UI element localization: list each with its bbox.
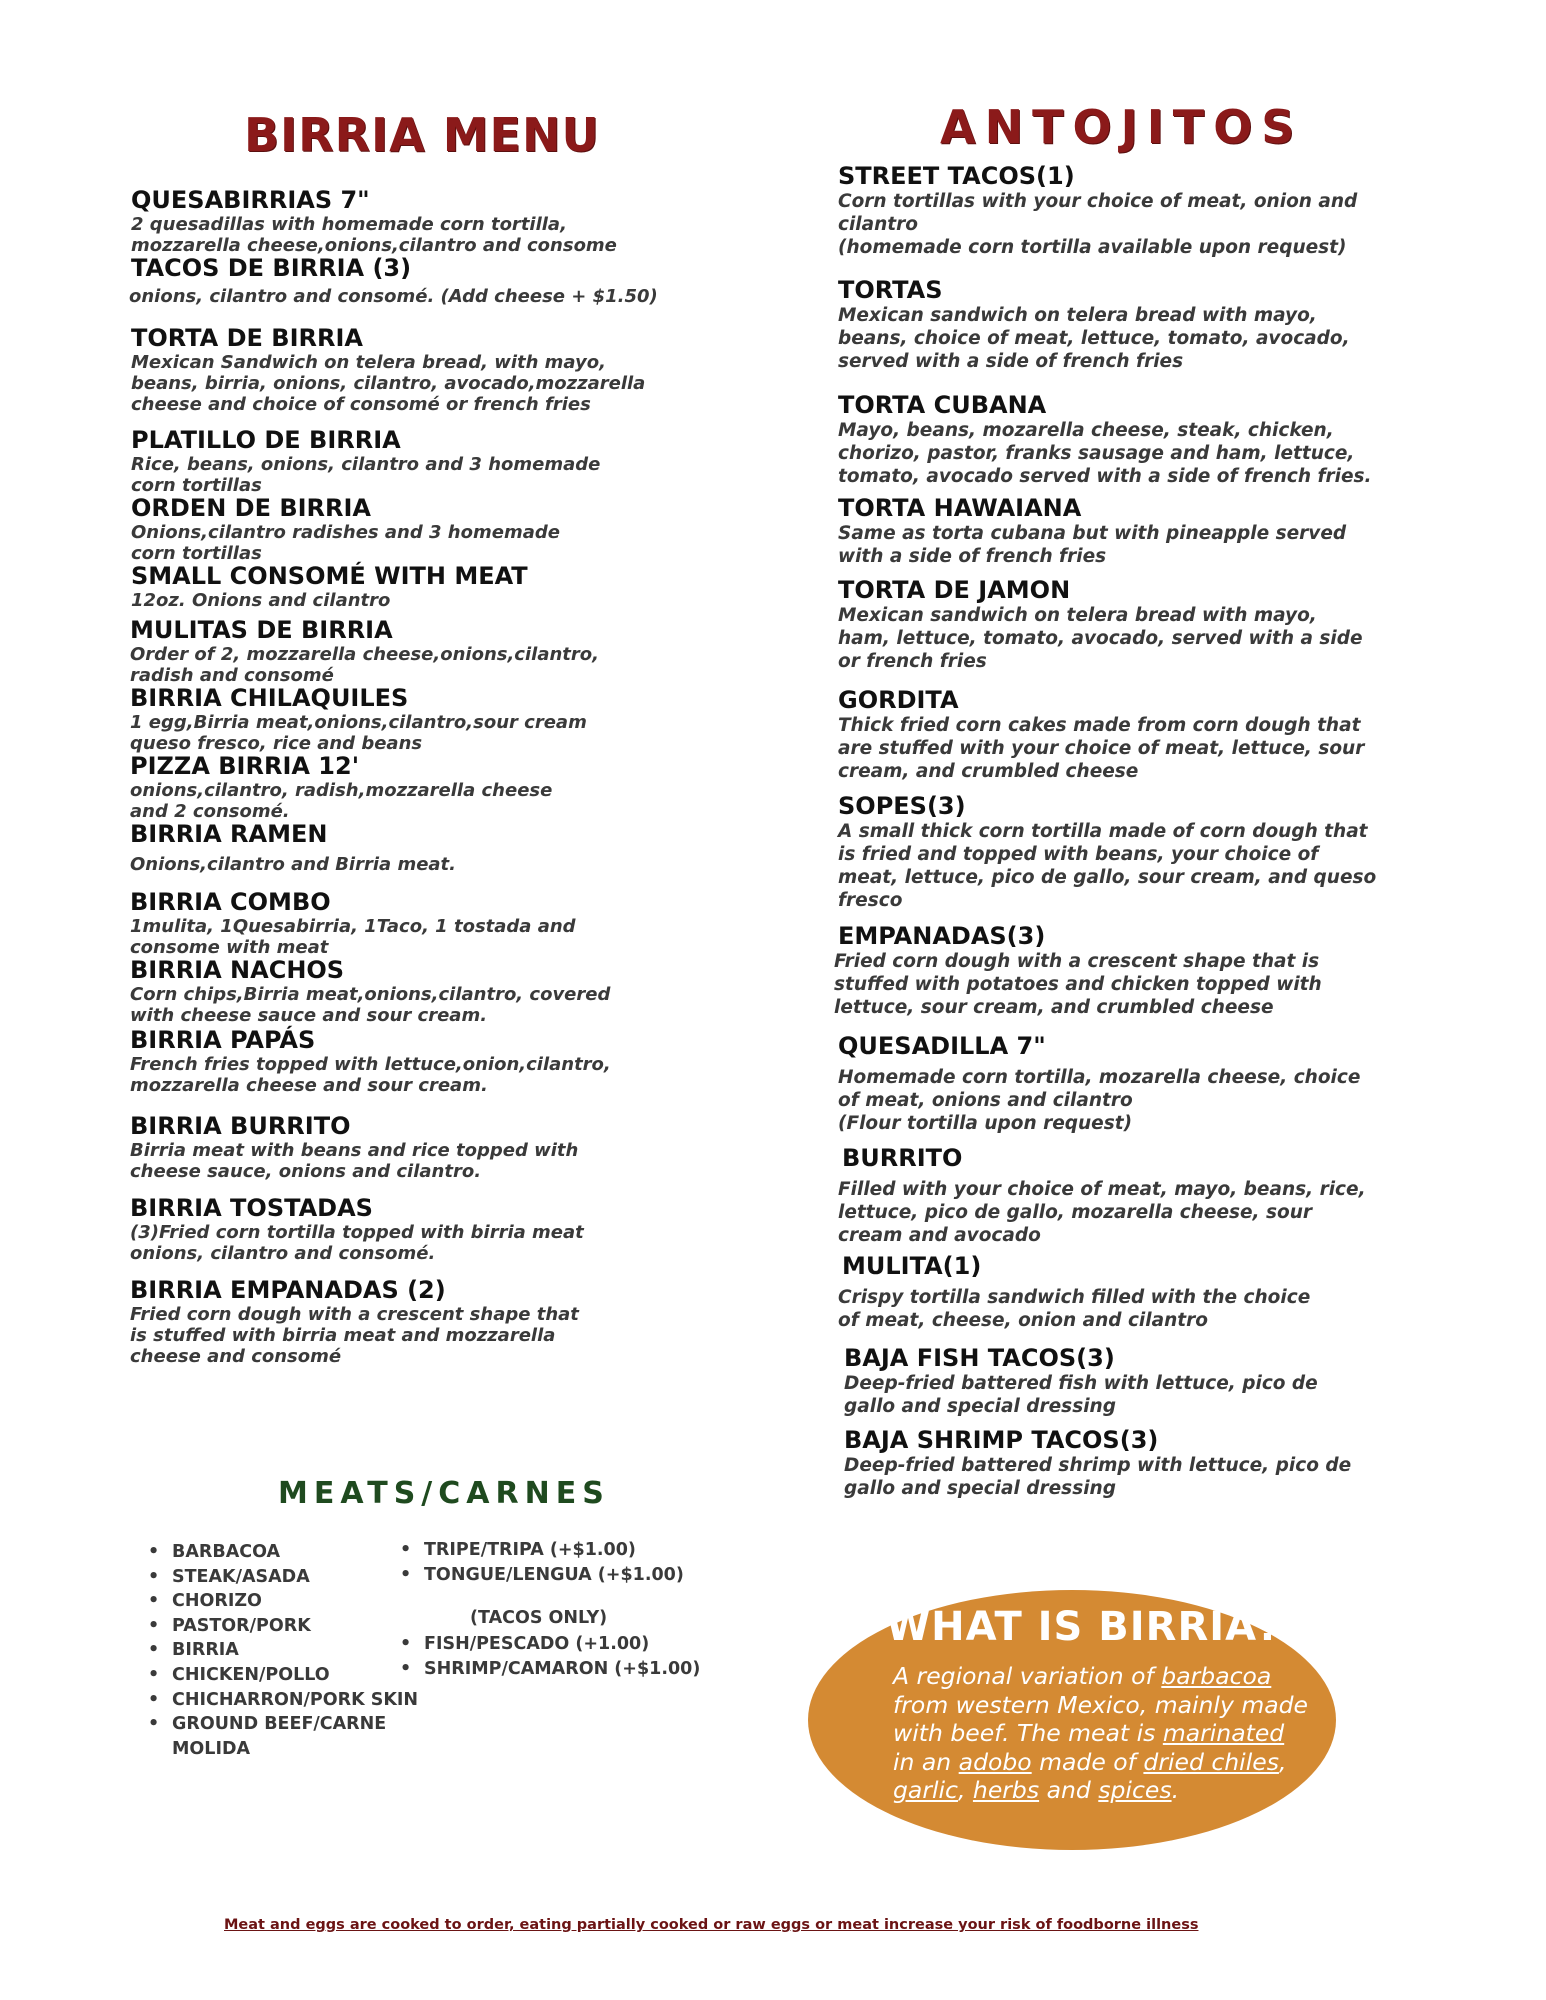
meats-list-tacos <box>384 1632 704 1681</box>
menu-item-description: Mexican sandwich on telera bread with mayo, beans, choice of meat, lettuce, tomato, avocado, served with a side of french fries <box>838 305 1350 372</box>
menu-item <box>844 1344 1318 1418</box>
meat-item: • CHICHARRON/PORK SKIN <box>132 1688 432 1713</box>
menu-item-name: PLATILLO DE BIRRIA <box>131 426 401 454</box>
barbacoa-link[interactable]: barbacoa <box>1161 1662 1272 1690</box>
text-span: . <box>1171 1776 1180 1804</box>
meat-item: • TONGUE/LENGUA (+$1.00) <box>384 1563 704 1588</box>
menu-item-description: Same as torta cubana but with pineapple served with a side of french fries <box>838 523 1347 567</box>
text-span: made of <box>1031 1747 1144 1776</box>
menu-item-description: 1mulita, 1Quesabirria, 1Taco, 1 tostada and consome with meat <box>130 916 576 958</box>
adobo-link[interactable]: adobo <box>958 1747 1032 1776</box>
menu-item <box>844 1426 1351 1500</box>
meat-item: • PASTOR/PORK <box>132 1614 432 1639</box>
menu-item-name: PIZZA BIRRIA 12' <box>130 752 360 780</box>
menu-item-name: TORTA DE JAMON <box>838 576 1071 604</box>
menu-item-name: EMPANADAS(3) <box>838 922 1046 950</box>
menu-item-name: SMALL CONSOMÉ WITH MEAT <box>131 562 528 590</box>
food-safety-note: Meat and eggs are cooked to order, eating partially cooked or raw eggs or meat increase your risk of foodborne illness <box>224 1917 1199 1933</box>
text-span: , <box>1278 1747 1287 1776</box>
menu-item-name: QUESABIRRIAS 7" <box>131 186 370 214</box>
birria-menu-title: BIRRIA MENU <box>244 108 600 162</box>
menu-item <box>838 1144 1366 1247</box>
menu-item <box>130 956 610 1026</box>
menu-item-description: 2 quesadillas with homemade corn tortilla, mozzarella cheese,onions,cilantro and consome <box>131 214 617 256</box>
menu-item-description: Mexican Sandwich on telera bread, with mayo, beans, birria, onions, cilantro, avocado,mozzarella cheese and choice of consomé or french fries <box>131 352 646 415</box>
menu-item-name: BURRITO <box>842 1144 963 1172</box>
menu-item-description: Fried corn dough with a crescent shape that is stuffed with potatoes and chicken topped with lettuce, sour cream, and crumbled cheese <box>834 951 1322 1018</box>
meat-item: • BIRRIA <box>132 1638 432 1663</box>
text-span: , <box>957 1776 973 1804</box>
menu-item-description: Rice, beans, onions, cilantro and 3 homemade corn tortillas <box>131 454 601 496</box>
menu-item-name: TORTA CUBANA <box>838 391 1047 419</box>
menu-item <box>838 576 1363 673</box>
menu-item <box>838 494 1346 568</box>
menu-item-description: onions,cilantro, radish,mozzarella cheese and 2 consomé. <box>130 780 553 822</box>
meat-item: • CHORIZO <box>132 1589 432 1614</box>
menu-item-description: Order of 2, mozzarella cheese,onions,cilantro, radish and consomé <box>130 644 599 686</box>
menu-item-description: onions, cilantro and consomé. (Add cheese + $1.50) <box>129 286 658 307</box>
menu-item <box>130 1112 578 1182</box>
menu-item <box>131 426 600 496</box>
menu-item <box>130 616 599 686</box>
menu-item-description: Deep-fried battered shrimp with lettuce, pico de gallo and special dressing <box>844 1455 1352 1499</box>
meat-item: • GROUND BEEF/CARNE MOLIDA <box>132 1712 412 1761</box>
menu-item-description: Crispy tortilla sandwich filled with the choice of meat, cheese, onion and cilantro <box>838 1287 1311 1331</box>
text-span: in an <box>893 1747 959 1776</box>
antojitos-title: ANTOJITOS <box>940 100 1304 154</box>
menu-item-name: TACOS DE BIRRIA (3) <box>131 254 412 282</box>
menu-item-description: Corn chips,Birria meat,onions,cilantro, covered with cheese sauce and sour cream. <box>130 984 611 1026</box>
menu-item-description: Onions,cilantro radishes and 3 homemade corn tortillas <box>131 522 560 564</box>
menu-item-description: Birria meat with beans and rice topped with cheese sauce, onions and cilantro. <box>130 1140 579 1182</box>
menu-item <box>130 1026 611 1096</box>
menu-item-name: BIRRIA RAMEN <box>130 820 328 848</box>
menu-item <box>130 1276 579 1367</box>
what-is-birria-title: WHAT IS BIRRIA?? <box>886 1604 1306 1650</box>
menu-item-name: BIRRIA PAPÁS <box>130 1026 316 1054</box>
menu-item <box>130 684 587 754</box>
meat-item: • SHRIMP/CAMARON (+$1.00) <box>384 1657 704 1682</box>
dried-chiles-link[interactable]: dried chiles <box>1143 1747 1279 1776</box>
menu-item-name: STREET TACOS(1) <box>838 162 1075 190</box>
menu-item-description: Thick fried corn cakes made from corn dough that are stuffed with your choice of meat, lettuce, sour cream, and crumbled cheese <box>838 715 1365 782</box>
menu-item-name: MULITA(1) <box>842 1252 982 1280</box>
menu-item-description: Onions,cilantro and Birria meat. <box>130 854 456 875</box>
menu-item-description: Mayo, beans, mozarella cheese, steak, chicken, chorizo, pastor, franks sausage and ham, lettuce, tomato, avocado served with a side of french fries. <box>838 420 1372 487</box>
menu-item-description: Fried corn dough with a crescent shape that is stuffed with birria meat and mozzarella cheese and consomé <box>130 1304 579 1367</box>
menu-item <box>838 686 1364 783</box>
menu-item-name: BIRRIA CHILAQUILES <box>130 684 409 712</box>
text-span: from western Mexico, mainly made with beef. The meat is <box>893 1690 1308 1747</box>
menu-item <box>834 922 1322 1019</box>
menu-item-name: BIRRIA NACHOS <box>130 956 345 984</box>
tacos-only-label: (TACOS ONLY) <box>470 1608 608 1628</box>
meats-title: MEATS/CARNES <box>278 1476 610 1511</box>
meat-item: • BARBACOA <box>132 1540 432 1565</box>
menu-item-description: French fries topped with lettuce,onion,cilantro, mozzarella cheese and sour cream. <box>130 1054 611 1096</box>
spices-link[interactable]: spices <box>1098 1776 1172 1804</box>
menu-item <box>131 494 560 564</box>
menu-item-name: SOPES(3) <box>838 792 966 820</box>
menu-item-name: BIRRIA BURRITO <box>130 1112 351 1140</box>
menu-item <box>131 254 658 307</box>
menu-item-description: Homemade corn tortilla, mozarella cheese, choice of meat, onions and cilantro (Flour tortilla upon request) <box>838 1067 1361 1134</box>
menu-item <box>130 888 576 958</box>
menu-item <box>838 391 1372 488</box>
menu-item-description: 12oz. Onions and cilantro <box>131 590 391 611</box>
menu-item <box>131 562 528 611</box>
menu-item-name: BIRRIA EMPANADAS (2) <box>130 1276 446 1304</box>
menu-item <box>130 1194 584 1264</box>
menu-item <box>131 186 617 256</box>
menu-item-description: Filled with your choice of meat, mayo, beans, rice, lettuce, pico de gallo, mozarella cheese, sour cream and avocado <box>838 1179 1366 1246</box>
menu-item-description: Mexican sandwich on telera bread with mayo, ham, lettuce, tomato, avocado, served with a side or french fries <box>838 605 1363 672</box>
menu-item-name: BIRRIA TOSTADAS <box>130 1194 373 1222</box>
menu-item-name: TORTA DE BIRRIA <box>131 324 363 352</box>
menu-item-name: ORDEN DE BIRRIA <box>131 494 371 522</box>
text-span: A regional variation of <box>893 1662 1162 1690</box>
menu-item <box>131 324 645 415</box>
menu-item <box>130 820 456 875</box>
menu-item-description: Corn tortillas with your choice of meat, onion and cilantro (homemade corn tortilla available upon request) <box>838 191 1358 258</box>
text-span: and <box>1039 1776 1099 1804</box>
menu-item <box>838 1252 1310 1332</box>
menu-item <box>838 1032 1360 1135</box>
garlic-link[interactable]: garlic <box>893 1776 958 1804</box>
marinated-link[interactable]: marinated <box>1162 1719 1285 1747</box>
meat-item: • CHICKEN/POLLO <box>132 1663 432 1688</box>
menu-item <box>838 162 1357 259</box>
meat-item: • FISH/PESCADO (+1.00) <box>384 1632 704 1657</box>
menu-item <box>130 752 552 822</box>
menu-item-description: A small thick corn tortilla made of corn dough that is fried and topped with beans, your choice of meat, lettuce, pico de gallo, sour cream, and queso fresco <box>838 821 1377 911</box>
menu-item-name: TORTAS <box>838 276 943 304</box>
menu-item-name: QUESADILLA 7" <box>838 1032 1046 1060</box>
meat-item: • TRIPE/TRIPA (+$1.00) <box>384 1538 704 1563</box>
menu-item-name: MULITAS DE BIRRIA <box>130 616 393 644</box>
menu-item <box>838 792 1376 912</box>
meats-list-extra <box>384 1538 704 1587</box>
what-is-birria-text <box>893 1662 1313 1805</box>
menu-item <box>838 276 1350 373</box>
menu-item-name: TORTA HAWAIANA <box>838 494 1082 522</box>
menu-item-description: Deep-fried battered fish with lettuce, pico de gallo and special dressing <box>844 1373 1318 1417</box>
menu-item-name: BAJA FISH TACOS(3) <box>844 1344 1115 1372</box>
menu-item-name: GORDITA <box>838 686 959 714</box>
menu-item-description: (3)Fried corn tortilla topped with birria meat onions, cilantro and consomé. <box>130 1222 584 1264</box>
menu-item-name: BAJA SHRIMP TACOS(3) <box>844 1426 1159 1454</box>
herbs-link[interactable]: herbs <box>972 1776 1040 1804</box>
menu-item-name: BIRRIA COMBO <box>130 888 331 916</box>
meat-item: • STEAK/ASADA <box>132 1565 432 1590</box>
menu-item-description: 1 egg,Birria meat,onions,cilantro,sour cream queso fresco, rice and beans <box>130 712 587 754</box>
